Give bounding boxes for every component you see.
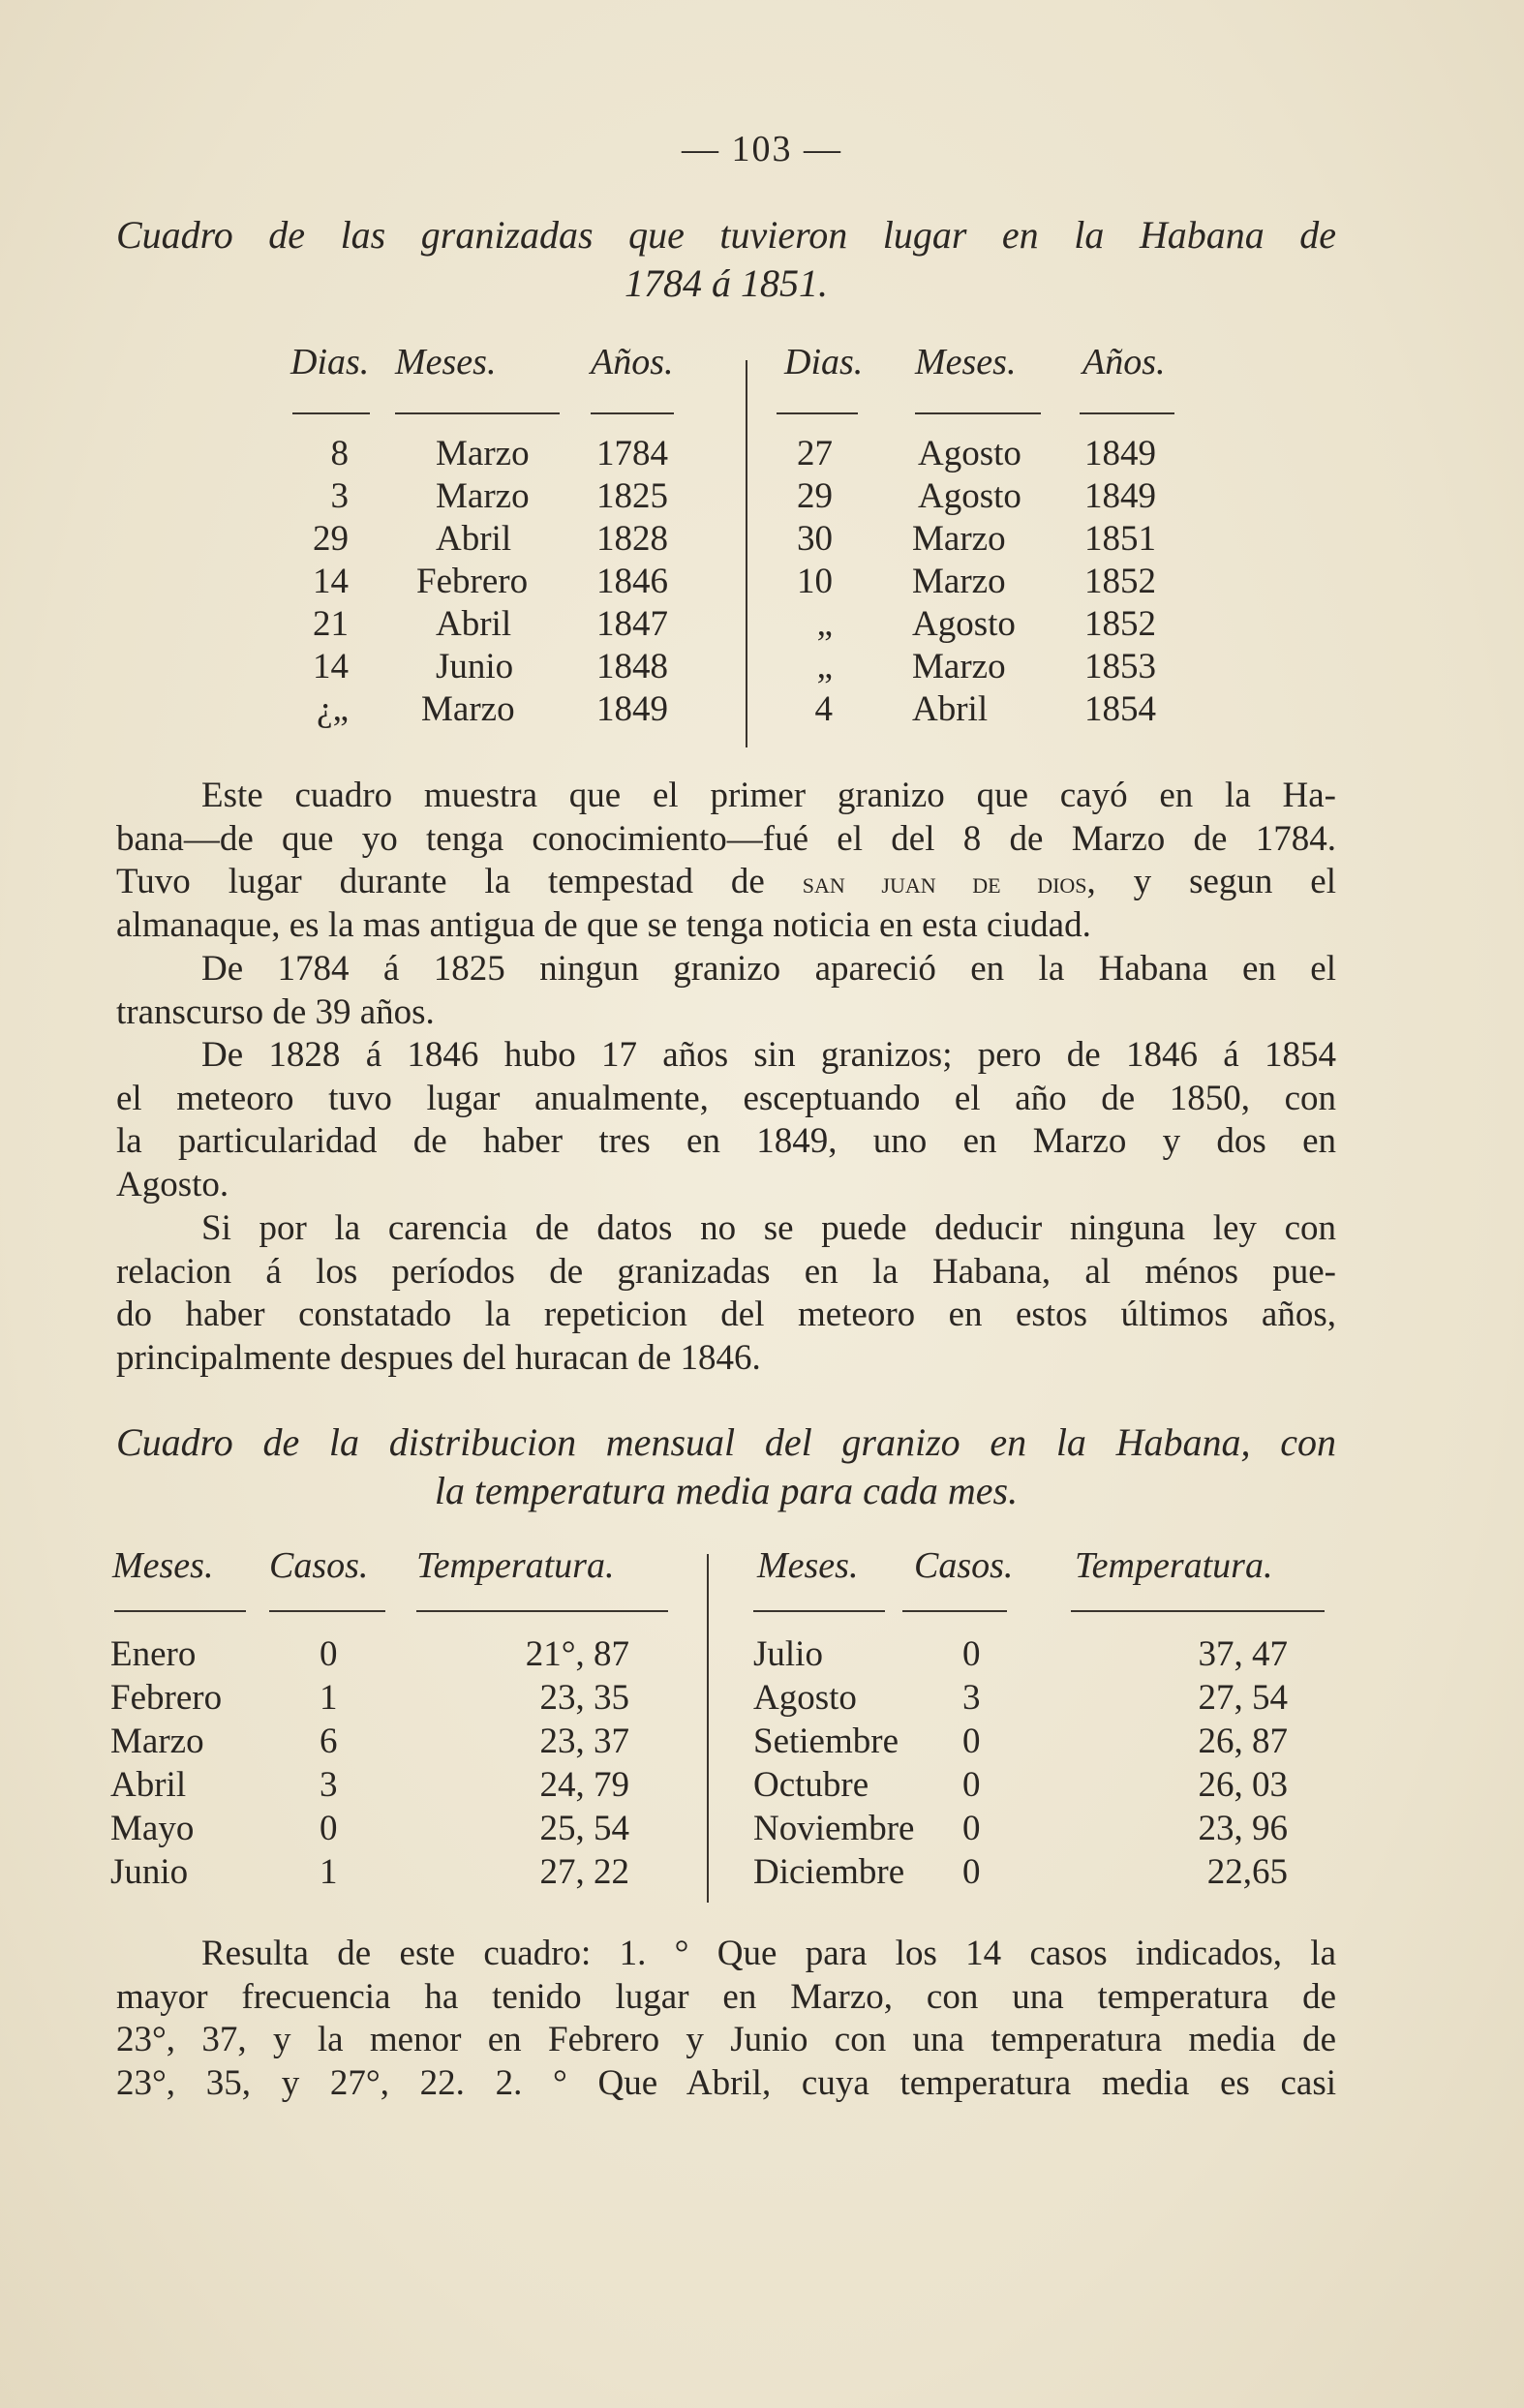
table-cell: 3	[962, 1678, 981, 1718]
table-cell: 0	[962, 1722, 981, 1761]
header-rule	[416, 1610, 668, 1612]
table-cell: Abril	[436, 604, 512, 644]
paragraph-gap-years	[116, 948, 1336, 1034]
table-cell: 0	[320, 1809, 338, 1848]
table-cell: 3	[320, 1765, 338, 1805]
table-cell: 14	[313, 647, 349, 686]
header-rule	[395, 412, 560, 414]
table-cell: 3	[330, 476, 349, 516]
table-cell: 27, 54	[1198, 1678, 1288, 1718]
text-line: Si por la carencia de datos no se puede deducir ninguna ley con	[201, 1208, 1336, 1248]
paragraph-first-hail	[116, 775, 1336, 947]
table-cell: 27	[797, 434, 833, 473]
table-cell: Agosto	[753, 1678, 857, 1718]
table-cell: 8	[330, 434, 349, 473]
table-cell: Marzo	[436, 434, 530, 473]
table-cell: 1851	[1084, 519, 1156, 559]
header-anos-right: Años.	[1082, 342, 1166, 382]
table-cell: Setiembre	[753, 1722, 899, 1761]
table-cell: 37, 47	[1198, 1634, 1288, 1674]
text-line: Este cuadro muestra que el primer granizo que cayó en la Ha-	[201, 776, 1336, 815]
table-cell: Octubre	[753, 1765, 869, 1805]
paragraph-annual-hail	[116, 1034, 1336, 1206]
table-cell: Febrero	[416, 562, 529, 601]
header-meses-left: Meses.	[395, 342, 497, 382]
table-cell: ¿„	[317, 689, 349, 729]
table-cell: 23, 96	[1198, 1809, 1288, 1848]
table-cell: 1784	[596, 434, 668, 473]
table-cell: 1848	[596, 647, 668, 686]
header-rule	[591, 412, 674, 414]
page-number: — 103 —	[682, 129, 842, 169]
table-cell: 0	[320, 1634, 338, 1674]
table-cell: 1849	[1084, 434, 1156, 473]
hail-events-table	[271, 341, 1201, 747]
table-cell: Agosto	[912, 604, 1016, 644]
text-line: el meteoro tuvo lugar anualmente, esceptuando el año de 1850, con	[116, 1078, 1336, 1118]
table-cell: 27, 22	[539, 1852, 629, 1892]
table-cell: Noviembre	[753, 1809, 915, 1848]
header-rule	[902, 1610, 1007, 1612]
table-cell: 0	[962, 1634, 981, 1674]
table-cell: 30	[797, 519, 833, 559]
header-rule	[1071, 1610, 1325, 1612]
table-cell: 14	[313, 562, 349, 601]
paragraph-periods	[116, 1207, 1336, 1380]
monthly-distribution-table	[107, 1544, 1336, 1907]
text-fragment: Tuvo lugar durante la tempestad de	[116, 862, 765, 902]
table-cell: Enero	[110, 1634, 197, 1674]
table-cell: 1852	[1084, 562, 1156, 601]
text-line: 23°, 37, y la menor en Febrero y Junio con una temperatura media de	[116, 2020, 1336, 2060]
table-cell: Abril	[912, 689, 989, 729]
table-cell: 1847	[596, 604, 668, 644]
table-cell: 22,65	[1206, 1852, 1288, 1892]
table-cell: Agosto	[918, 476, 1021, 516]
table2-caption	[116, 1418, 1336, 1515]
header-rule	[1080, 412, 1174, 414]
header-temperatura-right: Temperatura.	[1075, 1545, 1273, 1586]
table-cell: 0	[962, 1809, 981, 1848]
table-cell: Agosto	[918, 434, 1021, 473]
table-cell: Diciembre	[753, 1852, 905, 1892]
header-temperatura-left: Temperatura.	[416, 1545, 615, 1586]
header-meses-right: Meses.	[757, 1545, 859, 1586]
table-cell: 10	[797, 562, 833, 601]
table-cell: 0	[962, 1765, 981, 1805]
table-cell: 1	[320, 1852, 338, 1892]
table-cell: 1846	[596, 562, 668, 601]
header-rule	[915, 412, 1041, 414]
table-cell: Junio	[436, 647, 514, 686]
header-dias-left: Dias.	[290, 342, 370, 382]
header-casos-left: Casos.	[269, 1545, 369, 1586]
table-cell: 1849	[596, 689, 668, 729]
table-cell: 21	[313, 604, 349, 644]
header-rule	[269, 1610, 385, 1612]
header-casos-right: Casos.	[914, 1545, 1014, 1586]
table-cell: 1	[320, 1678, 338, 1718]
table-cell: 29	[313, 519, 349, 559]
table-cell: 1852	[1084, 604, 1156, 644]
header-rule	[753, 1610, 885, 1612]
table-cell: Marzo	[912, 647, 1006, 686]
table-cell: 1854	[1084, 689, 1156, 729]
small-caps-name: san juan de dios	[802, 865, 1087, 900]
table-cell: 26, 87	[1198, 1722, 1288, 1761]
header-meses-right: Meses.	[915, 342, 1017, 382]
table1-caption-line2: 1784 á 1851.	[625, 261, 828, 305]
header-meses-left: Meses.	[112, 1545, 214, 1586]
header-rule	[114, 1610, 246, 1612]
table-cell: 21°, 87	[525, 1634, 629, 1674]
text-line: principalmente despues del huracan de 1846.	[116, 1337, 761, 1378]
table2-caption-line2: la temperatura media para cada mes.	[434, 1469, 1019, 1512]
text-line: 23°, 35, y 27°, 22. 2. ° Que Abril, cuya temperatura media es casi	[116, 2062, 1336, 2103]
header-anos-left: Años.	[591, 342, 674, 382]
table-cell: „	[816, 647, 833, 686]
table1-caption	[116, 211, 1336, 308]
text-line	[116, 861, 1336, 904]
table-cell: Marzo	[421, 689, 515, 729]
table-cell: Junio	[110, 1852, 189, 1892]
text-line: la particularidad de haber tres en 1849, uno en Marzo y dos en	[116, 1121, 1336, 1162]
text-line: De 1828 á 1846 hubo 17 años sin granizos; pero de 1846 á 1854	[201, 1035, 1336, 1075]
text-line: relacion á los períodos de granizadas en la Habana, al ménos pue-	[116, 1251, 1336, 1292]
table-cell: 1828	[596, 519, 668, 559]
table-cell: 1853	[1084, 647, 1156, 686]
text-line: De 1784 á 1825 ningun granizo apareció en la Habana en el	[201, 949, 1336, 989]
text-fragment: , y segun el	[1086, 862, 1336, 902]
header-rule	[777, 412, 858, 414]
table-cell: Marzo	[912, 519, 1006, 559]
column-divider	[746, 360, 747, 747]
table-cell: 24, 79	[539, 1765, 629, 1805]
column-divider	[707, 1554, 709, 1903]
table-cell: 23, 35	[539, 1678, 629, 1718]
table-cell: Marzo	[110, 1722, 204, 1761]
text-line: transcurso de 39 años.	[116, 991, 435, 1032]
table-cell: 26, 03	[1198, 1765, 1288, 1805]
text-line: bana—de que yo tenga conocimiento—fué el del 8 de Marzo de 1784.	[116, 818, 1336, 859]
table-cell: Mayo	[110, 1809, 195, 1848]
text-line: almanaque, es la mas antigua de que se tenga noticia en esta ciudad.	[116, 904, 1091, 945]
text-line: do haber constatado la repeticion del meteoro en estos últimos años,	[116, 1295, 1336, 1335]
table-cell: 1825	[596, 476, 668, 516]
table-cell: Marzo	[912, 562, 1006, 601]
table-cell: 29	[797, 476, 833, 516]
header-rule	[292, 412, 370, 414]
table-cell: Febrero	[110, 1678, 223, 1718]
text-line: Resulta de este cuadro: 1. ° Que para los 14 casos indicados, la	[201, 1934, 1336, 1973]
table-cell: 1849	[1084, 476, 1156, 516]
table-cell: 4	[814, 689, 833, 729]
table-cell: „	[816, 604, 833, 644]
table-cell: 6	[320, 1722, 338, 1761]
header-dias-right: Dias.	[784, 342, 864, 382]
table-cell: 23, 37	[539, 1722, 629, 1761]
table-cell: Abril	[110, 1765, 187, 1805]
table-cell: Abril	[436, 519, 512, 559]
table-cell: Marzo	[436, 476, 530, 516]
table1-caption-line1: Cuadro de las granizadas que tuvieron lugar en la Habana de	[116, 213, 1336, 257]
text-line: mayor frecuencia ha tenido lugar en Marzo, con una temperatura de	[116, 1976, 1336, 2017]
table-cell: 25, 54	[539, 1809, 629, 1848]
table2-caption-line1: Cuadro de la distribucion mensual del granizo en la Habana, con	[116, 1420, 1336, 1464]
paragraph-results	[116, 1933, 1336, 2105]
text-line: Agosto.	[116, 1164, 229, 1204]
table-cell: 0	[962, 1852, 981, 1892]
table-cell: Julio	[753, 1634, 823, 1674]
